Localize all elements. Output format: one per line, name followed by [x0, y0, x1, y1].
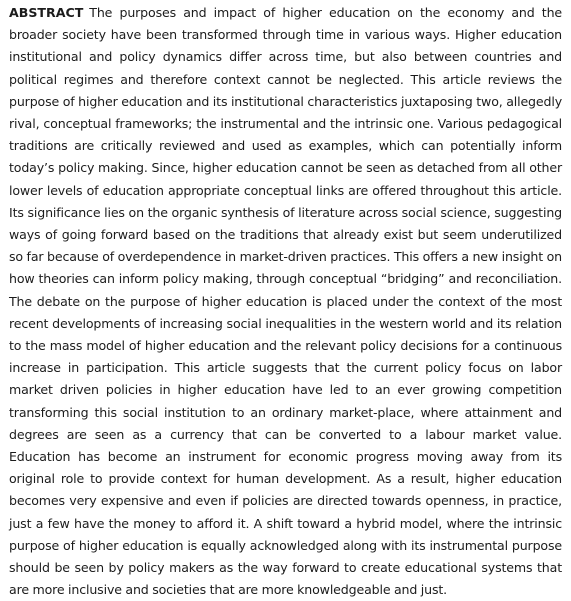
abstract-heading: ABSTRACT [9, 5, 84, 20]
abstract-body: The purposes and impact of higher education on the economy and the broader society have been transformed through time in various ways. Higher education institutional and policy dynamics differ across time, but also between countries and political regimes and therefore context cannot be neglected. This article reviews the purpose of higher education and its institutional characteristics juxtaposing two, allegedly rival, conceptual frameworks; the instrumental and the intrinsic one. Various pedagogical traditions are critically reviewed and used as examples, which can potentially inform today’s policy making. Since, higher education cannot be seen as detached from all other lower levels of education appropriate conceptual links are offered throughout this article. Its significance lies on the organic synthesis of literature across social science, suggesting ways of going forward based on the traditions that already exist but seem underutilized so far because of overdependence in market-driven practices. This offers a new insight on how theories can inform policy making, through conceptual “bridging” and reconciliation. The debate on the purpose of higher education is placed under the context of the most recent developments of increasing social inequalities in the western world and its relation to the mass model of higher education and the relevant policy decisions for a continuous increase in participation. This article suggests that the current policy focus on labor market driven policies in higher education have led to an ever growing competition transforming this social institution to an ordinary market-place, where attainment and degrees are seen as a currency that can be converted to a labour market value. Education has become an instrument for economic progress moving away from its original role to provide context for human development. As a result, higher education becomes very expensive and even if policies are directed towards openness, in practice, just a few have the money to afford it. A shift toward a hybrid model, where the intrinsic purpose of higher education is equally acknowledged along with its instrumental purpose should be seen by policy makers as the way forward to create educational systems that are more inclusive and societies that are more knowledgeable and just. [9, 5, 562, 598]
